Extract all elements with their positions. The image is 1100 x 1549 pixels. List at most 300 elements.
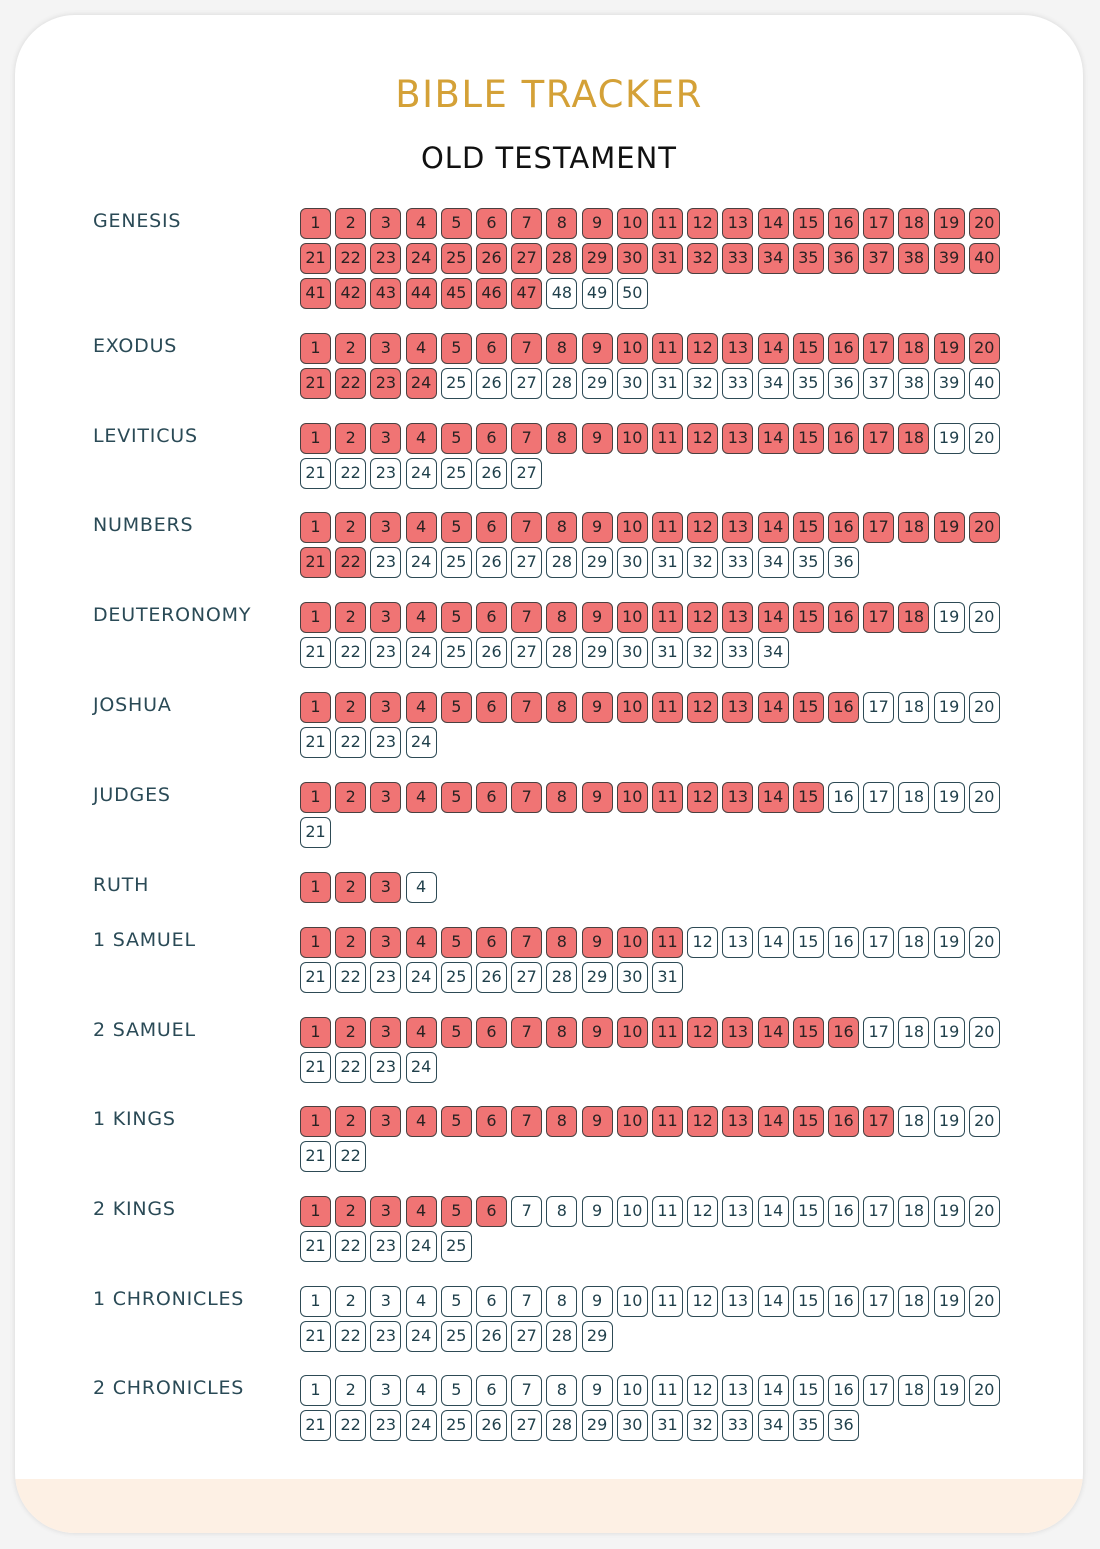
chapter-checkbox[interactable]: 27 xyxy=(511,1321,542,1352)
chapter-checkbox[interactable]: 17 xyxy=(863,512,894,543)
chapter-checkbox[interactable]: 37 xyxy=(863,368,894,399)
chapter-checkbox[interactable]: 36 xyxy=(828,243,859,274)
chapter-checkbox[interactable]: 9 xyxy=(582,423,613,454)
chapter-checkbox[interactable]: 27 xyxy=(511,547,542,578)
chapter-checkbox[interactable]: 24 xyxy=(406,1321,437,1352)
chapter-checkbox[interactable]: 2 xyxy=(335,1106,366,1137)
chapter-checkbox[interactable]: 46 xyxy=(476,278,507,309)
chapter-checkbox[interactable]: 7 xyxy=(511,602,542,633)
chapter-checkbox[interactable]: 14 xyxy=(758,333,789,364)
chapter-checkbox[interactable]: 3 xyxy=(370,1106,401,1137)
chapter-checkbox[interactable]: 2 xyxy=(335,1375,366,1406)
chapter-checkbox[interactable]: 9 xyxy=(582,1286,613,1317)
chapter-checkbox[interactable]: 31 xyxy=(652,547,683,578)
chapter-checkbox[interactable]: 3 xyxy=(370,1375,401,1406)
chapter-checkbox[interactable]: 5 xyxy=(441,423,472,454)
chapter-checkbox[interactable]: 16 xyxy=(828,782,859,813)
chapter-checkbox[interactable]: 7 xyxy=(511,208,542,239)
chapter-checkbox[interactable]: 20 xyxy=(969,1017,1000,1048)
chapter-checkbox[interactable]: 26 xyxy=(476,962,507,993)
chapter-checkbox[interactable]: 25 xyxy=(441,1231,472,1262)
chapter-checkbox[interactable]: 9 xyxy=(582,1196,613,1227)
chapter-checkbox[interactable]: 31 xyxy=(652,962,683,993)
chapter-checkbox[interactable]: 19 xyxy=(934,1017,965,1048)
chapter-checkbox[interactable]: 30 xyxy=(617,962,648,993)
chapter-checkbox[interactable]: 20 xyxy=(969,512,1000,543)
chapter-checkbox[interactable]: 29 xyxy=(582,637,613,668)
chapter-checkbox[interactable]: 16 xyxy=(828,927,859,958)
chapter-checkbox[interactable]: 28 xyxy=(546,547,577,578)
chapter-checkbox[interactable]: 28 xyxy=(546,1321,577,1352)
chapter-checkbox[interactable]: 12 xyxy=(687,1196,718,1227)
chapter-checkbox[interactable]: 19 xyxy=(934,1196,965,1227)
chapter-checkbox[interactable]: 29 xyxy=(582,547,613,578)
chapter-checkbox[interactable]: 22 xyxy=(335,547,366,578)
chapter-checkbox[interactable]: 4 xyxy=(406,208,437,239)
chapter-checkbox[interactable]: 12 xyxy=(687,512,718,543)
chapter-checkbox[interactable]: 4 xyxy=(406,512,437,543)
chapter-checkbox[interactable]: 8 xyxy=(546,512,577,543)
chapter-checkbox[interactable]: 23 xyxy=(370,1321,401,1352)
chapter-checkbox[interactable]: 7 xyxy=(511,1375,542,1406)
chapter-checkbox[interactable]: 24 xyxy=(406,458,437,489)
chapter-checkbox[interactable]: 32 xyxy=(687,547,718,578)
chapter-checkbox[interactable]: 2 xyxy=(335,927,366,958)
chapter-checkbox[interactable]: 2 xyxy=(335,423,366,454)
chapter-checkbox[interactable]: 18 xyxy=(898,208,929,239)
chapter-checkbox[interactable]: 29 xyxy=(582,243,613,274)
chapter-checkbox[interactable]: 16 xyxy=(828,1196,859,1227)
chapter-checkbox[interactable]: 17 xyxy=(863,1106,894,1137)
chapter-checkbox[interactable]: 16 xyxy=(828,208,859,239)
chapter-checkbox[interactable]: 50 xyxy=(617,278,648,309)
chapter-checkbox[interactable]: 2 xyxy=(335,512,366,543)
chapter-checkbox[interactable]: 4 xyxy=(406,692,437,723)
chapter-checkbox[interactable]: 10 xyxy=(617,782,648,813)
chapter-checkbox[interactable]: 3 xyxy=(370,423,401,454)
chapter-checkbox[interactable]: 1 xyxy=(300,1375,331,1406)
chapter-checkbox[interactable]: 25 xyxy=(441,368,472,399)
chapter-checkbox[interactable]: 1 xyxy=(300,1286,331,1317)
chapter-checkbox[interactable]: 5 xyxy=(441,1196,472,1227)
chapter-checkbox[interactable]: 3 xyxy=(370,692,401,723)
chapter-checkbox[interactable]: 19 xyxy=(934,1375,965,1406)
chapter-checkbox[interactable]: 22 xyxy=(335,1321,366,1352)
chapter-checkbox[interactable]: 2 xyxy=(335,333,366,364)
chapter-checkbox[interactable]: 9 xyxy=(582,208,613,239)
chapter-checkbox[interactable]: 2 xyxy=(335,1017,366,1048)
chapter-checkbox[interactable]: 19 xyxy=(934,512,965,543)
chapter-checkbox[interactable]: 14 xyxy=(758,602,789,633)
chapter-checkbox[interactable]: 8 xyxy=(546,1286,577,1317)
chapter-checkbox[interactable]: 8 xyxy=(546,1017,577,1048)
chapter-checkbox[interactable]: 14 xyxy=(758,1375,789,1406)
chapter-checkbox[interactable]: 31 xyxy=(652,1410,683,1441)
chapter-checkbox[interactable]: 34 xyxy=(758,1410,789,1441)
chapter-checkbox[interactable]: 32 xyxy=(687,243,718,274)
chapter-checkbox[interactable]: 19 xyxy=(934,423,965,454)
chapter-checkbox[interactable]: 1 xyxy=(300,208,331,239)
chapter-checkbox[interactable]: 17 xyxy=(863,1286,894,1317)
chapter-checkbox[interactable]: 22 xyxy=(335,1410,366,1441)
chapter-checkbox[interactable]: 7 xyxy=(511,692,542,723)
chapter-checkbox[interactable]: 3 xyxy=(370,333,401,364)
chapter-checkbox[interactable]: 12 xyxy=(687,692,718,723)
chapter-checkbox[interactable]: 13 xyxy=(722,1017,753,1048)
chapter-checkbox[interactable]: 17 xyxy=(863,1375,894,1406)
chapter-checkbox[interactable]: 8 xyxy=(546,927,577,958)
chapter-checkbox[interactable]: 10 xyxy=(617,692,648,723)
chapter-checkbox[interactable]: 8 xyxy=(546,1106,577,1137)
chapter-checkbox[interactable]: 21 xyxy=(300,1231,331,1262)
chapter-checkbox[interactable]: 21 xyxy=(300,1141,331,1172)
chapter-checkbox[interactable]: 23 xyxy=(370,547,401,578)
chapter-checkbox[interactable]: 12 xyxy=(687,1286,718,1317)
chapter-checkbox[interactable]: 4 xyxy=(406,333,437,364)
chapter-checkbox[interactable]: 20 xyxy=(969,692,1000,723)
chapter-checkbox[interactable]: 23 xyxy=(370,962,401,993)
chapter-checkbox[interactable]: 20 xyxy=(969,333,1000,364)
chapter-checkbox[interactable]: 15 xyxy=(793,1106,824,1137)
chapter-checkbox[interactable]: 32 xyxy=(687,637,718,668)
chapter-checkbox[interactable]: 24 xyxy=(406,1410,437,1441)
chapter-checkbox[interactable]: 21 xyxy=(300,1410,331,1441)
chapter-checkbox[interactable]: 11 xyxy=(652,1286,683,1317)
chapter-checkbox[interactable]: 6 xyxy=(476,927,507,958)
chapter-checkbox[interactable]: 17 xyxy=(863,782,894,813)
chapter-checkbox[interactable]: 29 xyxy=(582,368,613,399)
chapter-checkbox[interactable]: 20 xyxy=(969,1375,1000,1406)
chapter-checkbox[interactable]: 4 xyxy=(406,602,437,633)
chapter-checkbox[interactable]: 17 xyxy=(863,1017,894,1048)
chapter-checkbox[interactable]: 19 xyxy=(934,782,965,813)
chapter-checkbox[interactable]: 11 xyxy=(652,1106,683,1137)
chapter-checkbox[interactable]: 30 xyxy=(617,243,648,274)
chapter-checkbox[interactable]: 7 xyxy=(511,1286,542,1317)
chapter-checkbox[interactable]: 9 xyxy=(582,512,613,543)
chapter-checkbox[interactable]: 23 xyxy=(370,1052,401,1083)
chapter-checkbox[interactable]: 15 xyxy=(793,1196,824,1227)
chapter-checkbox[interactable]: 27 xyxy=(511,637,542,668)
chapter-checkbox[interactable]: 20 xyxy=(969,423,1000,454)
chapter-checkbox[interactable]: 21 xyxy=(300,1052,331,1083)
chapter-checkbox[interactable]: 13 xyxy=(722,208,753,239)
chapter-checkbox[interactable]: 24 xyxy=(406,727,437,758)
chapter-checkbox[interactable]: 1 xyxy=(300,692,331,723)
chapter-checkbox[interactable]: 15 xyxy=(793,1017,824,1048)
chapter-checkbox[interactable]: 33 xyxy=(722,637,753,668)
chapter-checkbox[interactable]: 22 xyxy=(335,368,366,399)
chapter-checkbox[interactable]: 14 xyxy=(758,782,789,813)
chapter-checkbox[interactable]: 25 xyxy=(441,243,472,274)
chapter-checkbox[interactable]: 49 xyxy=(582,278,613,309)
chapter-checkbox[interactable]: 11 xyxy=(652,927,683,958)
chapter-checkbox[interactable]: 18 xyxy=(898,782,929,813)
chapter-checkbox[interactable]: 12 xyxy=(687,333,718,364)
chapter-checkbox[interactable]: 8 xyxy=(546,602,577,633)
chapter-checkbox[interactable]: 13 xyxy=(722,333,753,364)
chapter-checkbox[interactable]: 12 xyxy=(687,1375,718,1406)
chapter-checkbox[interactable]: 30 xyxy=(617,547,648,578)
chapter-checkbox[interactable]: 36 xyxy=(828,1410,859,1441)
chapter-checkbox[interactable]: 22 xyxy=(335,727,366,758)
chapter-checkbox[interactable]: 29 xyxy=(582,962,613,993)
chapter-checkbox[interactable]: 39 xyxy=(934,368,965,399)
chapter-checkbox[interactable]: 39 xyxy=(934,243,965,274)
chapter-checkbox[interactable]: 11 xyxy=(652,512,683,543)
chapter-checkbox[interactable]: 23 xyxy=(370,458,401,489)
chapter-checkbox[interactable]: 33 xyxy=(722,243,753,274)
chapter-checkbox[interactable]: 14 xyxy=(758,512,789,543)
chapter-checkbox[interactable]: 20 xyxy=(969,1286,1000,1317)
chapter-checkbox[interactable]: 3 xyxy=(370,872,401,903)
chapter-checkbox[interactable]: 16 xyxy=(828,1375,859,1406)
chapter-checkbox[interactable]: 24 xyxy=(406,1231,437,1262)
chapter-checkbox[interactable]: 7 xyxy=(511,1106,542,1137)
chapter-checkbox[interactable]: 14 xyxy=(758,208,789,239)
chapter-checkbox[interactable]: 25 xyxy=(441,458,472,489)
chapter-checkbox[interactable]: 20 xyxy=(969,927,1000,958)
chapter-checkbox[interactable]: 11 xyxy=(652,782,683,813)
chapter-checkbox[interactable]: 19 xyxy=(934,927,965,958)
chapter-checkbox[interactable]: 29 xyxy=(582,1321,613,1352)
chapter-checkbox[interactable]: 27 xyxy=(511,243,542,274)
chapter-checkbox[interactable]: 22 xyxy=(335,1052,366,1083)
chapter-checkbox[interactable]: 35 xyxy=(793,547,824,578)
chapter-checkbox[interactable]: 26 xyxy=(476,458,507,489)
chapter-checkbox[interactable]: 22 xyxy=(335,637,366,668)
chapter-checkbox[interactable]: 22 xyxy=(335,1141,366,1172)
chapter-checkbox[interactable]: 44 xyxy=(406,278,437,309)
chapter-checkbox[interactable]: 19 xyxy=(934,1106,965,1137)
chapter-checkbox[interactable]: 2 xyxy=(335,692,366,723)
chapter-checkbox[interactable]: 14 xyxy=(758,692,789,723)
chapter-checkbox[interactable]: 30 xyxy=(617,637,648,668)
chapter-checkbox[interactable]: 16 xyxy=(828,1106,859,1137)
chapter-checkbox[interactable]: 21 xyxy=(300,243,331,274)
chapter-checkbox[interactable]: 15 xyxy=(793,333,824,364)
chapter-checkbox[interactable]: 12 xyxy=(687,423,718,454)
chapter-checkbox[interactable]: 1 xyxy=(300,512,331,543)
chapter-checkbox[interactable]: 6 xyxy=(476,692,507,723)
chapter-checkbox[interactable]: 4 xyxy=(406,1017,437,1048)
chapter-checkbox[interactable]: 17 xyxy=(863,208,894,239)
chapter-checkbox[interactable]: 36 xyxy=(828,547,859,578)
chapter-checkbox[interactable]: 28 xyxy=(546,637,577,668)
chapter-checkbox[interactable]: 4 xyxy=(406,782,437,813)
chapter-checkbox[interactable]: 14 xyxy=(758,1106,789,1137)
chapter-checkbox[interactable]: 13 xyxy=(722,423,753,454)
chapter-checkbox[interactable]: 5 xyxy=(441,692,472,723)
chapter-checkbox[interactable]: 43 xyxy=(370,278,401,309)
chapter-checkbox[interactable]: 10 xyxy=(617,333,648,364)
chapter-checkbox[interactable]: 9 xyxy=(582,602,613,633)
chapter-checkbox[interactable]: 19 xyxy=(934,1286,965,1317)
chapter-checkbox[interactable]: 6 xyxy=(476,1106,507,1137)
chapter-checkbox[interactable]: 13 xyxy=(722,512,753,543)
chapter-checkbox[interactable]: 4 xyxy=(406,1196,437,1227)
chapter-checkbox[interactable]: 2 xyxy=(335,782,366,813)
chapter-checkbox[interactable]: 6 xyxy=(476,1286,507,1317)
chapter-checkbox[interactable]: 20 xyxy=(969,208,1000,239)
chapter-checkbox[interactable]: 7 xyxy=(511,512,542,543)
chapter-checkbox[interactable]: 1 xyxy=(300,1017,331,1048)
chapter-checkbox[interactable]: 12 xyxy=(687,602,718,633)
chapter-checkbox[interactable]: 9 xyxy=(582,782,613,813)
chapter-checkbox[interactable]: 18 xyxy=(898,1017,929,1048)
chapter-checkbox[interactable]: 9 xyxy=(582,692,613,723)
chapter-checkbox[interactable]: 29 xyxy=(582,1410,613,1441)
chapter-checkbox[interactable]: 4 xyxy=(406,1375,437,1406)
chapter-checkbox[interactable]: 12 xyxy=(687,927,718,958)
chapter-checkbox[interactable]: 22 xyxy=(335,1231,366,1262)
chapter-checkbox[interactable]: 24 xyxy=(406,962,437,993)
chapter-checkbox[interactable]: 20 xyxy=(969,782,1000,813)
chapter-checkbox[interactable]: 9 xyxy=(582,333,613,364)
chapter-checkbox[interactable]: 23 xyxy=(370,1231,401,1262)
chapter-checkbox[interactable]: 15 xyxy=(793,512,824,543)
chapter-checkbox[interactable]: 21 xyxy=(300,547,331,578)
chapter-checkbox[interactable]: 36 xyxy=(828,368,859,399)
chapter-checkbox[interactable]: 10 xyxy=(617,423,648,454)
chapter-checkbox[interactable]: 16 xyxy=(828,423,859,454)
chapter-checkbox[interactable]: 48 xyxy=(546,278,577,309)
chapter-checkbox[interactable]: 20 xyxy=(969,602,1000,633)
chapter-checkbox[interactable]: 13 xyxy=(722,602,753,633)
chapter-checkbox[interactable]: 17 xyxy=(863,692,894,723)
chapter-checkbox[interactable]: 15 xyxy=(793,927,824,958)
chapter-checkbox[interactable]: 6 xyxy=(476,602,507,633)
chapter-checkbox[interactable]: 12 xyxy=(687,1017,718,1048)
chapter-checkbox[interactable]: 26 xyxy=(476,243,507,274)
chapter-checkbox[interactable]: 1 xyxy=(300,782,331,813)
chapter-checkbox[interactable]: 7 xyxy=(511,423,542,454)
chapter-checkbox[interactable]: 45 xyxy=(441,278,472,309)
chapter-checkbox[interactable]: 15 xyxy=(793,423,824,454)
chapter-checkbox[interactable]: 21 xyxy=(300,1321,331,1352)
chapter-checkbox[interactable]: 7 xyxy=(511,782,542,813)
chapter-checkbox[interactable]: 25 xyxy=(441,1321,472,1352)
chapter-checkbox[interactable]: 27 xyxy=(511,1410,542,1441)
chapter-checkbox[interactable]: 6 xyxy=(476,333,507,364)
chapter-checkbox[interactable]: 5 xyxy=(441,1106,472,1137)
chapter-checkbox[interactable]: 24 xyxy=(406,1052,437,1083)
chapter-checkbox[interactable]: 23 xyxy=(370,243,401,274)
chapter-checkbox[interactable]: 6 xyxy=(476,782,507,813)
chapter-checkbox[interactable]: 23 xyxy=(370,368,401,399)
chapter-checkbox[interactable]: 24 xyxy=(406,243,437,274)
chapter-checkbox[interactable]: 21 xyxy=(300,458,331,489)
chapter-checkbox[interactable]: 4 xyxy=(406,1286,437,1317)
chapter-checkbox[interactable]: 7 xyxy=(511,1196,542,1227)
chapter-checkbox[interactable]: 10 xyxy=(617,927,648,958)
chapter-checkbox[interactable]: 27 xyxy=(511,962,542,993)
chapter-checkbox[interactable]: 32 xyxy=(687,368,718,399)
chapter-checkbox[interactable]: 11 xyxy=(652,1375,683,1406)
chapter-checkbox[interactable]: 32 xyxy=(687,1410,718,1441)
chapter-checkbox[interactable]: 19 xyxy=(934,602,965,633)
chapter-checkbox[interactable]: 14 xyxy=(758,1286,789,1317)
chapter-checkbox[interactable]: 25 xyxy=(441,1410,472,1441)
chapter-checkbox[interactable]: 16 xyxy=(828,1017,859,1048)
chapter-checkbox[interactable]: 26 xyxy=(476,547,507,578)
chapter-checkbox[interactable]: 4 xyxy=(406,927,437,958)
chapter-checkbox[interactable]: 18 xyxy=(898,1196,929,1227)
chapter-checkbox[interactable]: 3 xyxy=(370,927,401,958)
chapter-checkbox[interactable]: 2 xyxy=(335,1286,366,1317)
chapter-checkbox[interactable]: 40 xyxy=(969,368,1000,399)
chapter-checkbox[interactable]: 13 xyxy=(722,1286,753,1317)
chapter-checkbox[interactable]: 10 xyxy=(617,1106,648,1137)
chapter-checkbox[interactable]: 5 xyxy=(441,208,472,239)
chapter-checkbox[interactable]: 30 xyxy=(617,1410,648,1441)
chapter-checkbox[interactable]: 1 xyxy=(300,333,331,364)
chapter-checkbox[interactable]: 2 xyxy=(335,872,366,903)
chapter-checkbox[interactable]: 10 xyxy=(617,602,648,633)
chapter-checkbox[interactable]: 10 xyxy=(617,1375,648,1406)
chapter-checkbox[interactable]: 18 xyxy=(898,333,929,364)
chapter-checkbox[interactable]: 33 xyxy=(722,1410,753,1441)
chapter-checkbox[interactable]: 18 xyxy=(898,423,929,454)
chapter-checkbox[interactable]: 33 xyxy=(722,547,753,578)
chapter-checkbox[interactable]: 15 xyxy=(793,1286,824,1317)
chapter-checkbox[interactable]: 5 xyxy=(441,1375,472,1406)
chapter-checkbox[interactable]: 28 xyxy=(546,243,577,274)
chapter-checkbox[interactable]: 9 xyxy=(582,927,613,958)
chapter-checkbox[interactable]: 11 xyxy=(652,333,683,364)
chapter-checkbox[interactable]: 5 xyxy=(441,333,472,364)
chapter-checkbox[interactable]: 5 xyxy=(441,927,472,958)
chapter-checkbox[interactable]: 19 xyxy=(934,692,965,723)
chapter-checkbox[interactable]: 17 xyxy=(863,927,894,958)
chapter-checkbox[interactable]: 33 xyxy=(722,368,753,399)
chapter-checkbox[interactable]: 24 xyxy=(406,547,437,578)
chapter-checkbox[interactable]: 11 xyxy=(652,1196,683,1227)
chapter-checkbox[interactable]: 1 xyxy=(300,423,331,454)
chapter-checkbox[interactable]: 35 xyxy=(793,1410,824,1441)
chapter-checkbox[interactable]: 5 xyxy=(441,782,472,813)
chapter-checkbox[interactable]: 1 xyxy=(300,1196,331,1227)
chapter-checkbox[interactable]: 11 xyxy=(652,208,683,239)
chapter-checkbox[interactable]: 26 xyxy=(476,1321,507,1352)
chapter-checkbox[interactable]: 21 xyxy=(300,962,331,993)
chapter-checkbox[interactable]: 3 xyxy=(370,602,401,633)
chapter-checkbox[interactable]: 15 xyxy=(793,782,824,813)
chapter-checkbox[interactable]: 41 xyxy=(300,278,331,309)
chapter-checkbox[interactable]: 16 xyxy=(828,333,859,364)
chapter-checkbox[interactable]: 6 xyxy=(476,1017,507,1048)
chapter-checkbox[interactable]: 1 xyxy=(300,872,331,903)
chapter-checkbox[interactable]: 35 xyxy=(793,243,824,274)
chapter-checkbox[interactable]: 7 xyxy=(511,927,542,958)
chapter-checkbox[interactable]: 17 xyxy=(863,333,894,364)
chapter-checkbox[interactable]: 16 xyxy=(828,1286,859,1317)
chapter-checkbox[interactable]: 2 xyxy=(335,1196,366,1227)
chapter-checkbox[interactable]: 27 xyxy=(511,368,542,399)
chapter-checkbox[interactable]: 10 xyxy=(617,512,648,543)
chapter-checkbox[interactable]: 5 xyxy=(441,602,472,633)
chapter-checkbox[interactable]: 6 xyxy=(476,1375,507,1406)
chapter-checkbox[interactable]: 19 xyxy=(934,208,965,239)
chapter-checkbox[interactable]: 25 xyxy=(441,637,472,668)
chapter-checkbox[interactable]: 9 xyxy=(582,1017,613,1048)
chapter-checkbox[interactable]: 1 xyxy=(300,1106,331,1137)
chapter-checkbox[interactable]: 7 xyxy=(511,333,542,364)
chapter-checkbox[interactable]: 3 xyxy=(370,208,401,239)
chapter-checkbox[interactable]: 18 xyxy=(898,692,929,723)
chapter-checkbox[interactable]: 23 xyxy=(370,727,401,758)
chapter-checkbox[interactable]: 31 xyxy=(652,368,683,399)
